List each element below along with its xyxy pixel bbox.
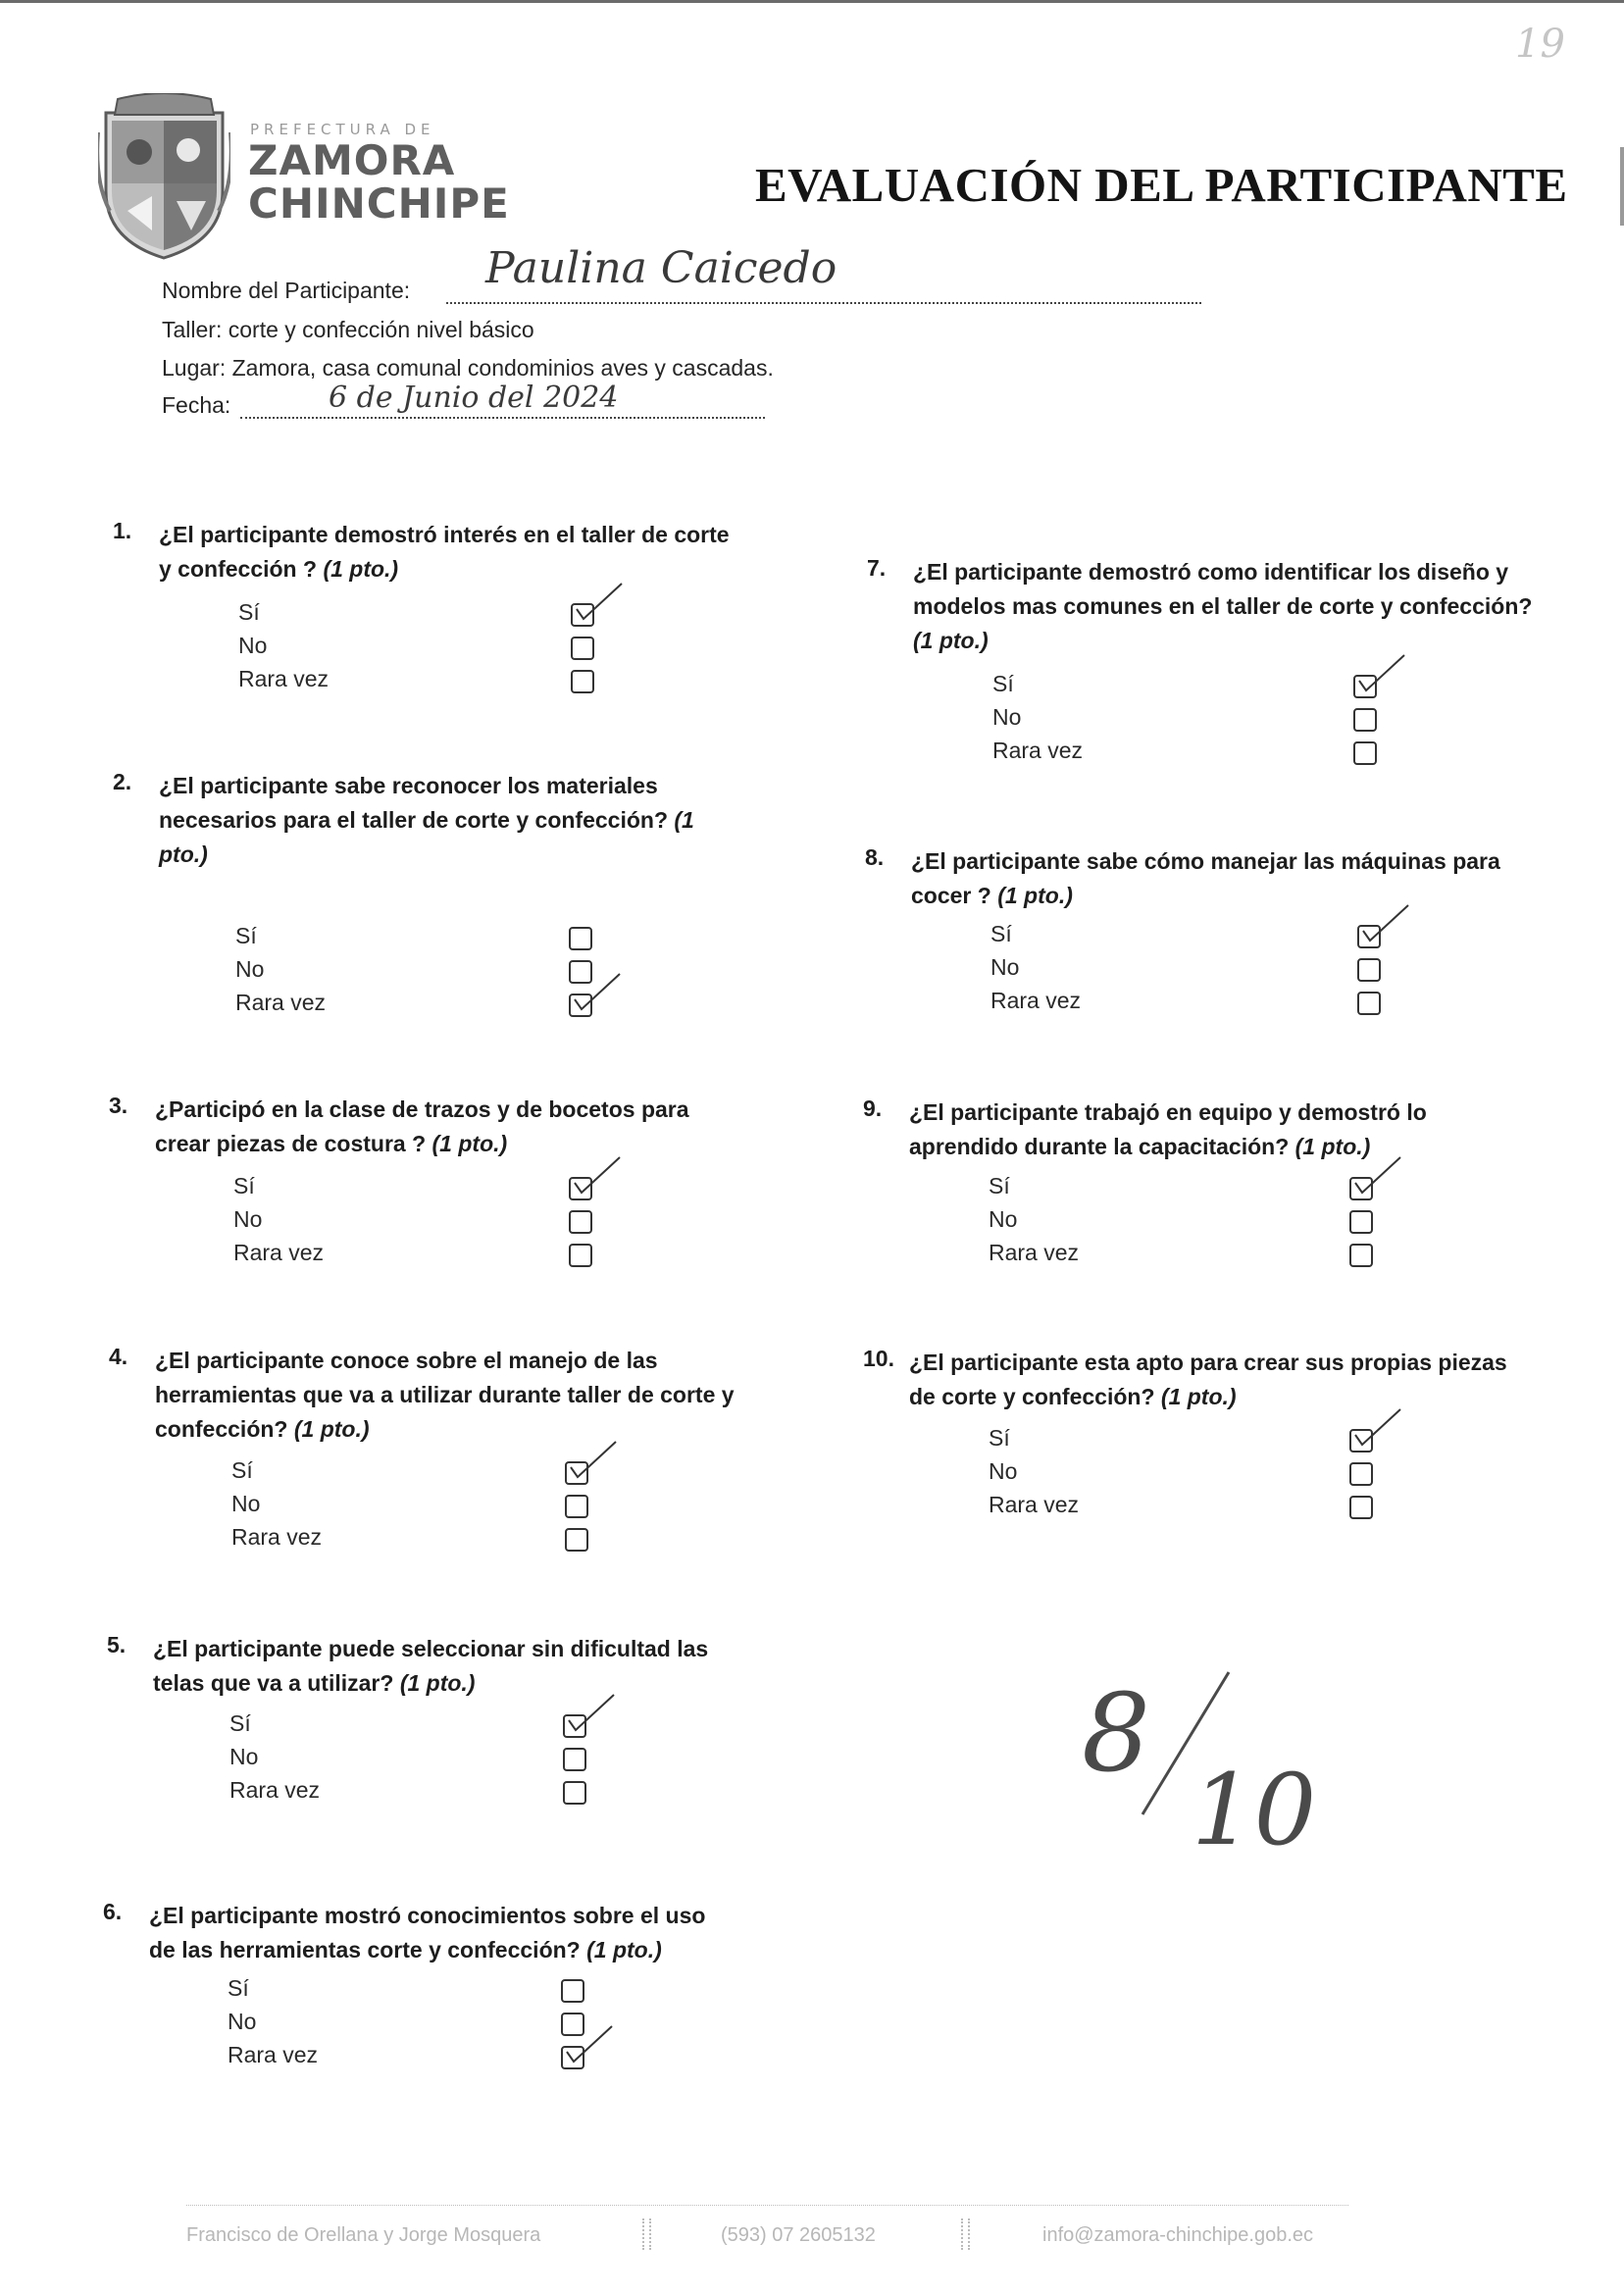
footer-address: Francisco de Orellana y Jorge Mosquera <box>186 2224 541 2246</box>
checkmark-icon <box>1351 1155 1405 1199</box>
option-label: No <box>238 633 268 658</box>
checkmark-icon <box>573 582 627 626</box>
question-points: (1 pto.) <box>431 1131 508 1156</box>
option-label: Rara vez <box>235 990 327 1015</box>
checkmark-icon <box>571 972 625 1016</box>
option-checkbox[interactable] <box>561 1979 584 2003</box>
question-points: (1 pto.) <box>997 883 1073 908</box>
question-text <box>911 844 1539 913</box>
question-prompt: ¿Participó en la clase de trazos y de bocetos para crear piezas de costura ? <box>155 1096 689 1156</box>
option-label: No <box>233 1206 263 1232</box>
checkmark-icon <box>563 2024 617 2068</box>
option-label: Rara vez <box>228 2042 319 2067</box>
option-label: Rara vez <box>992 738 1084 763</box>
prefectura-logo <box>98 93 510 265</box>
option-label: No <box>235 956 265 982</box>
question-text <box>149 1899 737 1967</box>
option-label: No <box>990 954 1020 980</box>
checkmark-icon <box>571 1155 625 1199</box>
option-checkbox[interactable] <box>571 637 594 660</box>
document-title: EVALUACIÓN DEL PARTICIPANTE <box>755 158 1568 212</box>
checkmark-icon <box>1355 653 1409 697</box>
option-label: Sí <box>989 1173 1010 1198</box>
option-checkbox[interactable] <box>569 927 592 950</box>
date-dotted-line <box>240 417 765 419</box>
checkmark-icon <box>1351 1407 1405 1452</box>
option-checkbox[interactable] <box>1353 741 1377 765</box>
question-prompt: ¿El participante esta apto para crear sus propias piezas de corte y confección? <box>909 1350 1507 1409</box>
question-number: 6. <box>103 1899 123 1924</box>
question-prompt: ¿El participante trabajó en equipo y demostró lo aprendido durante la capacitación? <box>909 1099 1427 1159</box>
option-checkbox[interactable] <box>565 1528 588 1552</box>
option-label: No <box>992 704 1022 730</box>
question-number: 5. <box>107 1632 127 1657</box>
option-label: Rara vez <box>231 1524 323 1550</box>
question-prompt: ¿El participante conoce sobre el manejo de las herramientas que va a utilizar durante taller de corte y confección? <box>155 1348 735 1442</box>
question-text <box>155 1093 743 1161</box>
participant-name-handwritten: Paulina Caicedo <box>485 243 837 293</box>
option-label: No <box>989 1458 1018 1484</box>
question-number: 8. <box>865 844 885 870</box>
question-number: 2. <box>113 769 132 794</box>
option-checkbox[interactable] <box>565 1495 588 1518</box>
participant-label: Nombre del Participante: <box>162 278 411 303</box>
option-checkbox[interactable] <box>1349 1244 1373 1267</box>
option-label: Sí <box>989 1425 1010 1451</box>
option-label: Sí <box>990 921 1012 946</box>
option-checkbox[interactable] <box>1349 1462 1373 1486</box>
question-prompt: ¿El participante sabe reconocer los materiales necesarios para el taller de corte y confección? <box>159 773 675 833</box>
scan-edge-right <box>1620 147 1624 226</box>
question-points: (1 pto.) <box>159 807 694 867</box>
question-number: 4. <box>109 1344 128 1369</box>
option-label: Rara vez <box>989 1492 1080 1517</box>
option-checkbox[interactable] <box>1357 992 1381 1015</box>
workshop-line: Taller: corte y confección nivel básico <box>162 317 534 342</box>
checkmark-icon <box>565 1693 619 1737</box>
scan-edge-top <box>0 0 1624 3</box>
option-checkbox[interactable] <box>563 1781 586 1805</box>
option-label: No <box>229 1744 259 1769</box>
option-label: Sí <box>229 1710 251 1736</box>
question-number: 7. <box>867 555 887 581</box>
question-text <box>153 1632 741 1701</box>
question-points: (1 pto.) <box>586 1937 662 1963</box>
question-text <box>909 1346 1537 1414</box>
question-points: (1 pto.) <box>323 556 399 582</box>
date-label: Fecha: <box>162 392 231 418</box>
logo-subtitle: PREFECTURA DE <box>250 121 435 138</box>
question-points: (1 pto.) <box>913 628 989 653</box>
coat-of-arms-icon <box>98 93 230 260</box>
question-text <box>159 518 747 586</box>
option-checkbox[interactable] <box>569 1210 592 1234</box>
question-text <box>913 555 1541 658</box>
option-label: Sí <box>992 671 1014 696</box>
question-points: (1 pto.) <box>1160 1384 1237 1409</box>
question-number: 3. <box>109 1093 128 1118</box>
option-label: No <box>228 2009 257 2034</box>
option-label: Rara vez <box>989 1240 1080 1265</box>
question-points: (1 pto.) <box>293 1416 370 1442</box>
footer-phone: (593) 07 2605132 <box>721 2224 876 2246</box>
question-text <box>909 1096 1537 1164</box>
question-prompt: ¿El participante sabe cómo manejar las máquinas para cocer ? <box>911 848 1500 908</box>
score-obtained: 8 <box>1082 1670 1150 1796</box>
question-prompt: ¿El participante puede seleccionar sin dificultad las telas que va a utilizar? <box>153 1636 709 1696</box>
question-prompt: ¿El participante mostró conocimientos sobre el uso de las herramientas corte y confección? <box>149 1903 706 1963</box>
option-label: Rara vez <box>238 666 330 691</box>
question-prompt: ¿El participante demostró como identificar los diseño y modelos mas comunes en el taller de corte y confección? <box>913 559 1533 619</box>
option-checkbox[interactable] <box>563 1748 586 1771</box>
handwritten-page-number: 19 <box>1515 22 1565 67</box>
option-label: Rara vez <box>990 988 1082 1013</box>
question-number: 1. <box>113 518 132 543</box>
option-label: Sí <box>228 1975 249 2001</box>
date-handwritten: 6 de Junio del 2024 <box>329 381 619 415</box>
option-checkbox[interactable] <box>569 1244 592 1267</box>
handwritten-score <box>1074 1657 1339 1854</box>
score-total: 10 <box>1192 1753 1317 1854</box>
question-text <box>159 769 747 872</box>
place-line: Lugar: Zamora, casa comunal condominios aves y cascadas. <box>162 355 774 381</box>
option-checkbox[interactable] <box>1349 1210 1373 1234</box>
option-label: Sí <box>235 923 257 948</box>
logo-zamora: ZAMORA <box>248 136 456 184</box>
option-checkbox[interactable] <box>1353 708 1377 732</box>
option-label: Rara vez <box>229 1777 321 1803</box>
footer-separator <box>642 2218 651 2250</box>
footer-email: info@zamora-chinchipe.gob.ec <box>1042 2224 1314 2246</box>
question-number: 10. <box>863 1346 894 1371</box>
footer-rule <box>186 2205 1348 2206</box>
option-checkbox[interactable] <box>571 670 594 693</box>
option-label: Rara vez <box>233 1240 325 1265</box>
option-label: No <box>989 1206 1018 1232</box>
footer-separator <box>961 2218 970 2250</box>
participant-dotted-line <box>446 302 1201 304</box>
option-label: No <box>231 1491 261 1516</box>
option-label: Sí <box>231 1457 253 1483</box>
checkmark-icon <box>1359 903 1413 947</box>
logo-chinchipe: CHINCHIPE <box>248 179 510 228</box>
option-label: Sí <box>238 599 260 625</box>
question-text <box>155 1344 743 1447</box>
question-points: (1 pto.) <box>1294 1134 1371 1159</box>
option-checkbox[interactable] <box>1357 958 1381 982</box>
option-label: Sí <box>233 1173 255 1198</box>
checkmark-icon <box>567 1440 621 1484</box>
question-number: 9. <box>863 1096 883 1121</box>
question-points: (1 pto.) <box>399 1670 476 1696</box>
question-prompt: ¿El participante demostró interés en el taller de corte y confección ? <box>159 522 730 582</box>
option-checkbox[interactable] <box>1349 1496 1373 1519</box>
